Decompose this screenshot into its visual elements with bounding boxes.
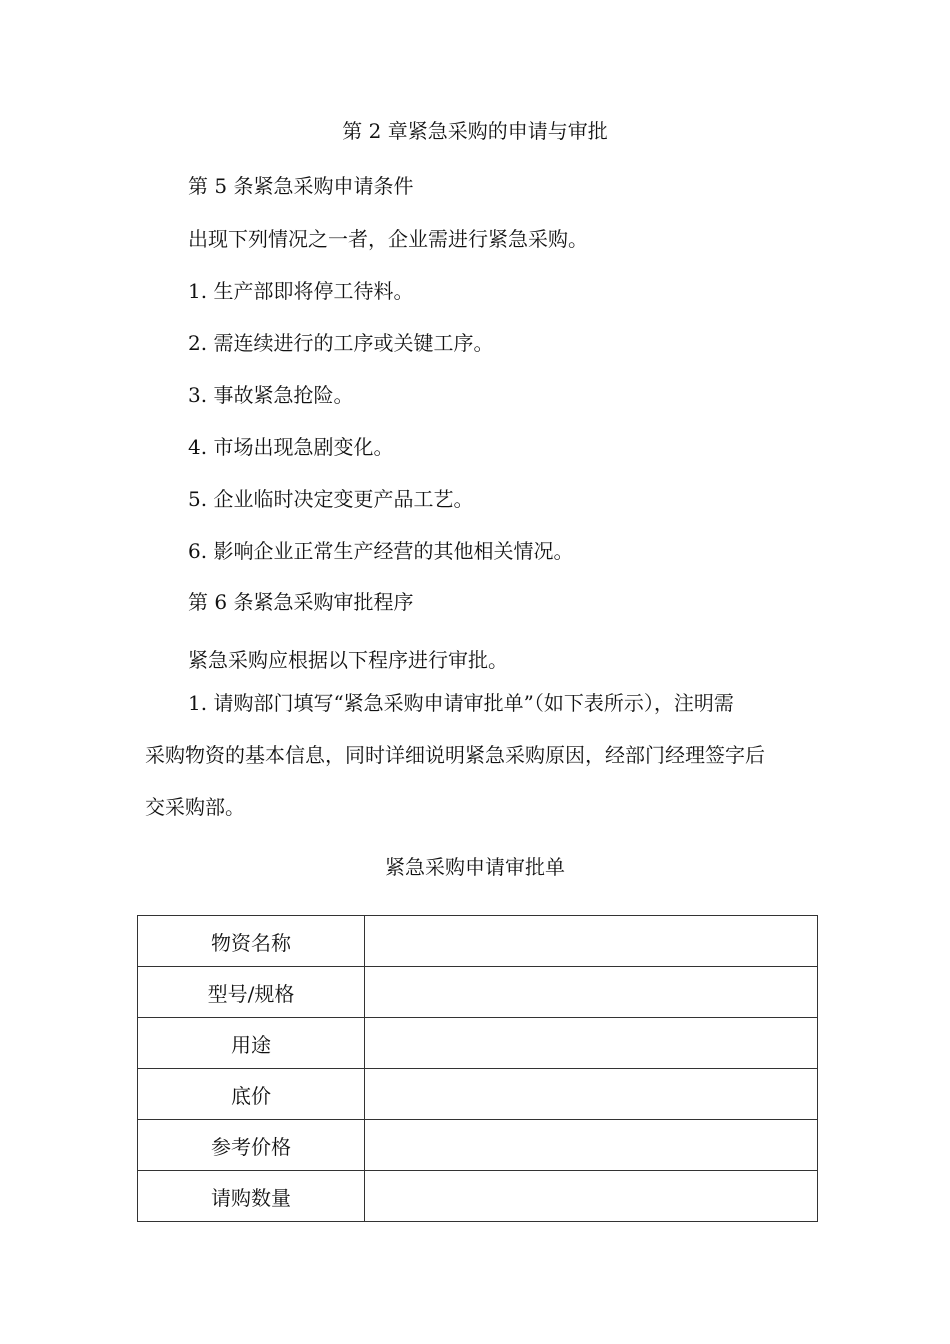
step-1-line: 采购物资的基本信息，同时详细说明紧急采购原因，经部门经理签字后: [145, 743, 765, 767]
form-title: 紧急采购申请审批单: [385, 855, 565, 879]
form-field-label: 型号/规格: [138, 967, 365, 1018]
form-field-label: 底价: [138, 1069, 365, 1120]
form-field-value: [365, 967, 818, 1018]
form-field-value: [365, 916, 818, 967]
step-1-line: 交采购部。: [145, 795, 245, 819]
condition-item: 4. 市场出现急剧变化。: [188, 435, 394, 459]
step-1-line: 1. 请购部门填写“紧急采购申请审批单”（如下表所示），注明需: [188, 691, 734, 715]
condition-item: 1. 生产部即将停工待料。: [188, 279, 414, 303]
table-row: [138, 1018, 818, 1069]
table-row: [138, 1120, 818, 1171]
article-5-intro: 出现下列情况之一者，企业需进行紧急采购。: [188, 227, 588, 251]
form-field-label: 物资名称: [138, 916, 365, 967]
form-field-value: [365, 1171, 818, 1222]
form-field-value: [365, 1069, 818, 1120]
condition-item: 5. 企业临时决定变更产品工艺。: [188, 487, 474, 511]
table-row: [138, 1171, 818, 1222]
table-row: [138, 916, 818, 967]
form-field-label: 参考价格: [138, 1120, 365, 1171]
table-row: [138, 1069, 818, 1120]
form-field-value: [365, 1018, 818, 1069]
form-field-label: 用途: [138, 1018, 365, 1069]
form-field-label: 请购数量: [138, 1171, 365, 1222]
article-6-intro: 紧急采购应根据以下程序进行审批。: [188, 648, 508, 672]
condition-item: 6. 影响企业正常生产经营的其他相关情况。: [188, 539, 574, 563]
form-field-value: [365, 1120, 818, 1171]
condition-item: 2. 需连续进行的工序或关键工序。: [188, 331, 494, 355]
article-6-heading: 第 6 条紧急采购审批程序: [188, 590, 414, 614]
article-5-heading: 第 5 条紧急采购申请条件: [188, 174, 414, 198]
table-row: [138, 967, 818, 1018]
condition-item: 3. 事故紧急抢险。: [188, 383, 354, 407]
purchase-request-form: [137, 915, 818, 1222]
chapter-title: 第 2 章紧急采购的申请与审批: [342, 119, 608, 143]
